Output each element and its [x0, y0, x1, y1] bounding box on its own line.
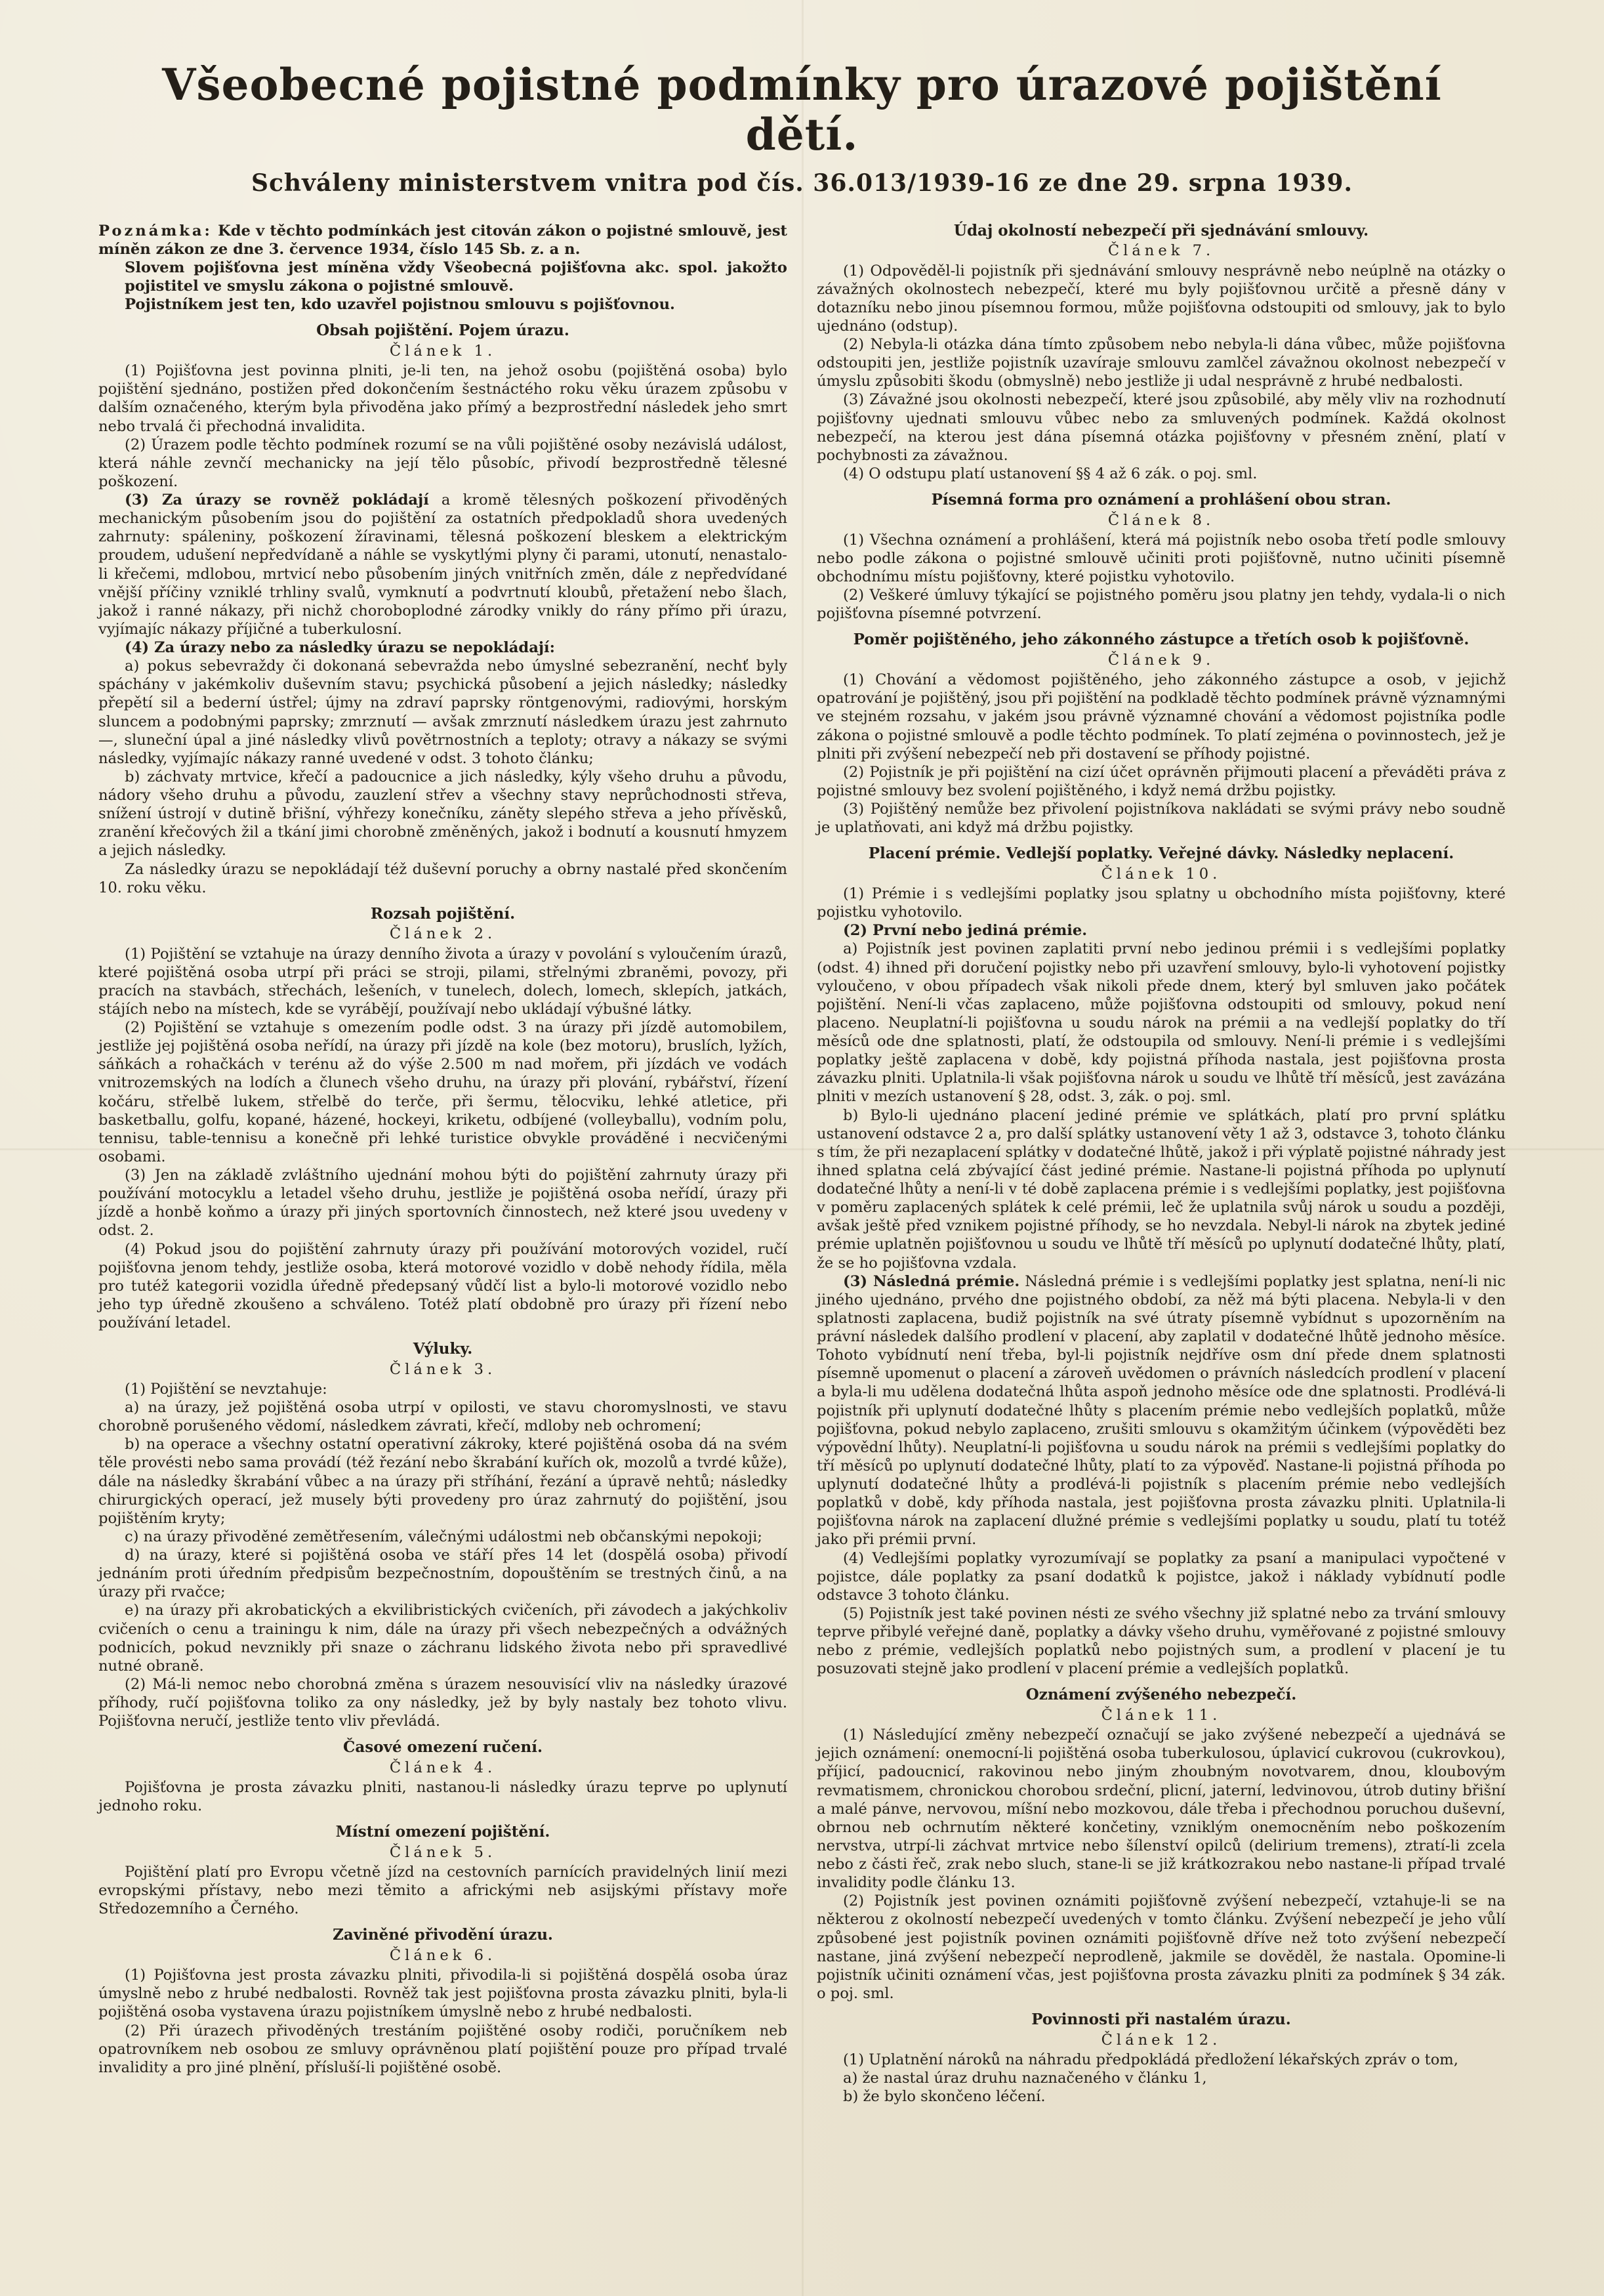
paragraph: Za následky úrazu se nepokládají též duševní poruchy a obrny nastalé před skončením 10. roku věku. — [98, 860, 787, 896]
paragraph: (1) Pojištění se nevztahuje: — [125, 1380, 327, 1398]
article-heading: Článek 3. — [389, 1360, 497, 1378]
paragraph: (2) Pojištění se vztahuje s omezením podle odst. 3 na úrazy při jízdě automobilem, jestliže jej pojištěná osoba neřídí, na úrazy při jízdě na kole (bez motoru), bruslích, lyžích, sáňkách a rohačkách v terénu až do výše 2.500 m nad mořem, při jízdách ve vodách vnitrozemských na lodích a člunech všeho druhu, na úrazy při plování, rybářství, řízení kočáru, střelbě lukem, střelbě do terče, při šermu, tělocviku, lehké atletice, při basketballu, golfu, kopané, házené, hockeyi, kriketu, odbíjené (volleyballu), vodním polu, tennisu, table-tennisu a konečně při lehké turistice obvykle prováděné i necvičenými osobami. — [98, 1019, 787, 1165]
article-heading: Článek 2. — [389, 925, 497, 943]
paragraph-lead: (3) Následná prémie. — [843, 1272, 1020, 1290]
paragraph: b) Bylo-li ujednáno placení jediné prémie ve splátkách, platí pro první splátku ustanovení odstavce 2 a, pro další splátky ustanovení věty 1 až 3, odstavce 3, tohoto článku s tím, že při nezaplacení splátky v dodatečné lhůtě, jakož i při výplatě pojistné náhrady jest ihned splatna celá zbývající část jediné prémie. Nastane-li pojistná příhoda po uplynutí dodatečné lhůty a není-li v té době zaplacena prémie i s vedlejšími poplatky, jest pojišťovna v poměru zaplacených splátek k celé prémii, leč že uplatnila svůj nárok u soudu a později, avšak ještě před vznikem pojistné příhody, se ho nevzdala. Nebyl-li nárok na zbytek jediné prémie uplatněn pojišťovnou u soudu ve lhůtě tří měsíců po uplynutí dodatečné lhůty, platí, že se ho pojišťovna vzdala. — [817, 1106, 1506, 1272]
paragraph: (2) Úrazem podle těchto podmínek rozumí se na vůli pojištěné osoby nezávislá událost, která náhle zevnčí mechanicky na její tělo působíc, přivodí bezprostředně tělesné poškození. — [98, 436, 787, 490]
paragraph: c) na úrazy přivoděné zemětřesením, válečnými událostmi neb občanskými nepokoji; — [125, 1528, 762, 1545]
paragraph: (2) Při úrazech přivoděných trestáním pojištěné osoby rodiči, poručníkem neb opatrovníkem neb osobou ze smluvy oprávněnou platí pojištění pouze pro případ trvalé invalidity a pro jiné plnění, přísluší-li pojištěné osobě. — [98, 2022, 787, 2076]
section-title: Povinnosti při nastalém úrazu. — [1031, 2011, 1291, 2029]
paragraph: a) Pojistník jest povinen zaplatiti první nebo jedinou prémii i s vedlejšími poplatky (odst. 4) ihned při doručení pojistky nebo při uzavření smlouvy, bylo-li vyhotovení pojistky vyloučeno, v obou případech však nikoli přede dnem, který byl smluven jako počátek pojištění. Není-li včas zaplaceno, může pojišťovna odstoupiti od smlouvy, pokud není placeno. Neuplatní-li pojišťovna u soudu nárok na prémii a na vedlejší poplatky do tří měsíců ode dne splatnosti, platí, že odstoupila od smlouvy. Není-li prémie i s vedlejšími poplatky ještě zaplacena v době, kdy pojistná příhoda nastala, jest pojišťovna prosta závazku plniti. Uplatnila-li však pojišťovna nárok u soudu ve lhůtě tří měsíců, jest zavázána plniti v mezích ustanovení § 28, odst. 3, zák. o poj. sml. — [817, 940, 1506, 1106]
note-paragraph-3: Pojistníkem jest ten, kdo uzavřel pojistnou smlouvu s pojišťovnou. — [125, 296, 675, 314]
paragraph: b) že bylo skončeno léčení. — [843, 2088, 1046, 2106]
paragraph: Pojišťovna je prosta závazku plniti, nastanou-li následky úrazu teprve po uplynutí jednoho roku. — [98, 1779, 787, 1815]
note-text: Kde v těchto podmínkách jest citován zákon o pojistné smlouvě, jest míněn zákon ze dne 3. července 1934, číslo 145 Sb. z. a n. — [98, 222, 787, 258]
paragraph: (2) Pojistník jest povinen oznámiti pojišťovně zvýšení nebezpečí, vztahuje-li se na některou z okolností nebezpečí uvedených v tomto článku. Zvýšení nebezpečí je jeho vůlí způsobené jest pojistník povinen oznámiti pojišťovně dříve než toto zvýšení nebezpečí nastane, jiná zvýšení nebezpečí neprodleně, jakmile se dověděl, že nastala. Opomine-li pojistník učiniti oznámení včas, jest pojišťovna prosta závazku plniti za podmínek § 34 zák. o poj. sml. — [817, 1892, 1506, 2002]
paragraph-lead: (3) Za úrazy se rovněž pokládají — [125, 491, 429, 509]
paragraph-heading: (4) Za úrazy nebo za následky úrazu se nepokládají: — [125, 639, 555, 657]
section-title: Obsah pojištění. Pojem úrazu. — [316, 322, 569, 340]
paragraph: (2) Nebyla-li otázka dána tímto způsobem nebo nebyla-li dána vůbec, může pojišťovna odstoupiti jen, jestliže pojistník uzavíraje smlouvu zamlčel závažnou okolnost nebezpečí v úmyslu způsobiti škodu (obmyslně) nebo jestliže ji udal nesprávně z hrubé nedbalosti. — [817, 336, 1506, 390]
paragraph: (1) Prémie i s vedlejšími poplatky jsou splatny u obchodního místa pojišťovny, které pojistku vyhotovilo. — [817, 885, 1506, 921]
paragraph: e) na úrazy při akrobatických a ekvilibristických cvičeních, při závodech a jakýchkoliv cvičeních o cenu a trainingu k nim, dále na úrazy při všech nebezpečných a odvážných podnicích, pokud nevznikly při snaze o záchranu lidského života nebo při spravedlivé nutné obraně. — [98, 1602, 787, 1675]
paragraph-text: Následná prémie i s vedlejšími poplatky jest splatna, není-li nic jiného ujednáno, prvého dne pojistného období, za něž má býti placena. Nebyla-li v den splatnosti zaplacena, budiž pojistník na své útraty písemně vybídnut s upozorněním na právní následek dalšího prodlení v placení, aby zaplatil v dodatečné lhůtě jednoho měsíce. Tohoto vybídnutí není třeba, byl-li pojistník nejdříve osm dní přede dnem splatnosti písemně upomenut o placení a zároveň uvědomen o právních následcích prodlení v placení a byla-li mu udělena dodatečná lhůta aspoň jednoho měsíce ode dne splatnosti. Prodlévá-li pojistník při uplynutí dodatečné lhůty s placením prémie nebo vedlejších poplatků, může pojišťovna, pokud nebylo zaplaceno, zrušiti smlouvu s okamžitým účinkem (výpověděti bez výpovědní lhůty). Neuplatní-li pojišťovna u soudu nárok na prémii s vedlejšími poplatky do tří měsíců po uplynutí dodatečné lhůty, platí to za výpověď. Nastane-li pojistná příhoda po uplynutí dodatečné lhůty a prodlévá-li pojistník s placením prémie nebo vedlejších poplatků v době, kdy příhoda nastala, jest pojišťovna prosta závazku plniti. Uplatnila-li pojišťovna nárok na zaplacení dlužné prémie s vedlejšími poplatky u soudu, platí tu totéž jako při prémii první. — [817, 1272, 1506, 1549]
paragraph: b) záchvaty mrtvice, křečí a padoucnice a jich následky, kýly všeho druhu a původu, nádory všeho druhu a původu, zauzlení střev a všechny stavy neprůchodnosti střeva, snížení ústrojí v dutině břišní, výhřezy konečníku, záněty slepého střeva a jeho přívěsků, zranění křečových žil a tkání jimi chorobně změněných, jakož i bodnutí a kousnutí hmyzem a jejich následky. — [98, 768, 787, 860]
paragraph — [98, 491, 787, 638]
article-heading: Článek 9. — [1107, 652, 1215, 669]
document-title: Všeobecné pojistné podmínky pro úrazové pojištění dětí. — [162, 59, 1442, 160]
paragraph: (1) Pojišťovna jest prosta závazku plniti, přivodila-li si pojištěná dospělá osoba úraz úmyslně nebo z hrubé nedbalosti. Rovněž tak jest pojišťovna prosta závazku plniti, byla-li pojištěná osoba vystavena úrazu pojistníkem úmyslně nebo z hrubé nedbalosti. — [98, 1967, 787, 2021]
paragraph-heading: (2) První nebo jediná prémie. — [843, 922, 1088, 940]
section-title: Výluky. — [413, 1340, 473, 1358]
article-heading: Článek 5. — [389, 1843, 497, 1861]
paragraph: (1) Chování a vědomost pojištěného, jeho zákonného zástupce a osob, v jejichž opatrování je pojištěný, jsou při pojištění na podkladě těchto podmínek právně významnými ve stejném rozsahu, v jakém jsou právně významné chování a vědomost pojistníka podle zákona o pojistné smlouvě a podle těchto podmínek. To platí zejména o povinnostech, jež je plniti při zvýšení nebezpečí neb při dostavení se příhody pojistné. — [817, 671, 1506, 762]
paragraph: (4) Pokud jsou do pojištění zahrnuty úrazy při používání motorových vozidel, ručí pojišťovna jenom tehdy, jestliže osoba, která motorové vozidlo v době nehody řídila, měla pro tutéž kategorii vozidla úředně předepsaný vůdčí list a bylo-li motorové vozidlo nebo jeho typ úředně zkoušeno a schváleno. Totéž platí obdobně pro úrazy při řízení nebo používání letadel. — [98, 1240, 787, 1332]
paragraph: (1) Odpověděl-li pojistník při sjednávání smlouvy nesprávně nebo neúplně na otázky o závažných okolnostech nebezpečí, které mu byly pojišťovnou určitě a přesně dány v dotazníku nebo jinou písemnou formou, může pojišťovna odstoupiti od smlouvy, jak to bylo ujednáno (odstup). — [817, 262, 1506, 335]
paragraph: (1) Pojištění se vztahuje na úrazy denního života a úrazy v povolání s vyloučením úrazů, které pojištěná osoba utrpí při práci se stroji, pilami, střelnými zbraněmi, povozy, při pracích na stavbách, střechách, lešeních, v tunelech, dolech, lomech, sklepích, jatkách, stájích nebo na místech, kde se vyrábějí, používají nebo ukládají výbušné látky. — [98, 945, 787, 1018]
article-heading: Článek 8. — [1107, 511, 1215, 529]
paragraph: (2) Veškeré úmluvy týkající se pojistného poměru jsou platny jen tehdy, vydala-li o nich pojišťovna písemné potvrzení. — [817, 587, 1506, 623]
article-heading: Článek 7. — [1107, 242, 1215, 260]
paragraph: (3) Jen na základě zvláštního ujednání mohou býti do pojištění zahrnuty úrazy při používání motocyklu a letadel všeho druhu, jestliže je pojištěná osoba neřídí, úrazy při jízdě a honbě koňmo a úrazy při jiných sportovních činnostech, než které jsou uvedeny v odst. 2. — [98, 1167, 787, 1240]
section-title: Oznámení zvýšeného nebezpečí. — [1025, 1686, 1297, 1704]
section-title: Údaj okolností nebezpečí při sjednávání smlouvy. — [953, 221, 1369, 240]
paragraph: d) na úrazy, které si pojištěná osoba ve stáří přes 14 let (dospělá osoba) přivodí jednáním proti úředním předpisům bezpečnostním, dopouštěním se trestných činů, a na úrazy při rvačce; — [98, 1547, 787, 1601]
paragraph: a) pokus sebevraždy či dokonaná sebevražda nebo úmyslné sebezranění, nechť byly spáchány v jakémkoliv duševním stavu; psychická působení a jejich následky; následky přepětí sil a bederní ústřel; újmy na zdraví paprsky röntgenovými, radiovými, horským sluncem a podobnými paprsky; zmrznutí — avšak zmrznutí následkem úrazu jest zahrnuto —, sluneční úpal a jiné následky vlivů povětrnostních a teploty; otravy a nákazy se svými následky, vyjímajíc nákazy ranné uvedené v odst. 3 tohoto článku; — [98, 657, 787, 767]
paragraph: b) na operace a všechny ostatní operativní zákroky, které pojištěná osoba dá na svém těle provésti nebo sama provádí (též řezání nebo škrabání kuřích ok, mozolů a tvrdé kůže), dále na následky škrabání vůbec a na úrazy při stříhání, řezání a úpravě nehtů; následky chirurgických operací, jež musely býti provedeny pro úraz zahrnutý do pojištění, jsou pojištěním kryty; — [98, 1436, 787, 1527]
article-heading: Článek 12. — [1101, 2031, 1222, 2049]
paragraph: (1) Všechna oznámení a prohlášení, která má pojistník nebo osoba třetí podle smlouvy nebo podle zákona o pojistné smlouvě učiniti proti pojišťovně, nutno učiniti písemně obchodnímu místu pojišťovny, které pojistku vyhotovilo. — [817, 531, 1506, 586]
paragraph: a) že nastal úraz druhu naznačeného v článku 1, — [843, 2069, 1207, 2087]
article-heading: Článek 10. — [1101, 865, 1222, 883]
section-title: Písemná forma pro oznámení a prohlášení obou stran. — [931, 491, 1391, 509]
paragraph: (4) O odstupu platí ustanovení §§ 4 až 6 zák. o poj. sml. — [843, 465, 1258, 482]
section-title: Placení prémie. Vedlejší poplatky. Veřejné dávky. Následky neplacení. — [868, 845, 1454, 863]
section-title: Zaviněné přivodění úrazu. — [333, 1926, 553, 1944]
right-column — [817, 222, 1506, 2106]
article-heading: Článek 4. — [389, 1759, 497, 1776]
section-title: Časové omezení ručení. — [343, 1738, 543, 1757]
paragraph-text: a kromě tělesných poškození přivoděných mechanickým působením jsou do pojištění za ostatních předpokladů shora uvedených zahrnuty: spáleniny, poškození žíravinami, tělesná poškození bleskem a elektrickým proudem, udušení nepředvídaně a náhle se vyskytlými plyny či parami, utonutí, nenastalo-li křečemi, mdlobou, mrtvicí nebo působením jiných vnitřních změn, dále z nepředvídané vnější příčiny vzniklé trhliny svalů, vymknutí a podvrtnutí kloubů, přetažení nebo šlach, jakož i ranné nákazy, při nichž choroboplodné zárodky vnikly do rány přímo při úrazu, vyjímajíc nákazy příjičné a tuberkulosní. — [98, 491, 788, 638]
article-heading: Článek 1. — [389, 343, 497, 360]
paragraph: (1) Následující změny nebezpečí označují se jako zvýšené nebezpečí a ujednává se jejich oznámení: onemocní-li pojištěná osoba tuberkulosou, úplavicí cukrovou (cukrovkou), příjicí, padoucnicí, rakovinou nebo jiným zhoubným novotvarem, dnou, kloubovým revmatismem, chronickou chorobou srdeční, plicní, jaterní, ledvinovou, útrob dutiny břišní a malé pánve, nervovou, míšní nebo mozkovou, dále třeba i přechodnou poruchou duševní, obrnou neb ochrnutím některé končetiny, vzniklým onemocněním nebo poškozením nervstva, utrpí-li záchvat mrtvice nebo šílenství opilců (delirium tremens), ztratí-li zcela nebo z části řeč, zrak nebo sluch, stane-li se již krátkozrakou nebo nastane-li případ trvalé invalidity podle článku 13. — [817, 1726, 1506, 1892]
article-heading: Článek 11. — [1101, 1707, 1222, 1724]
section-title: Místní omezení pojištění. — [335, 1823, 550, 1841]
document-subtitle: Schváleny ministerstvem vnitra pod čís. 36.013/1939-16 ze dne 29. srpna 1939. — [251, 169, 1353, 197]
note-label: Poznámka: — [98, 222, 213, 240]
paragraph: (4) Vedlejšími poplatky vyrozumívají se poplatky za psaní a manipulaci vypočtené v pojistce, dále poplatky za psaní dodatků k pojistce, jakož i náklady vybídnutí podle odstavce 3 tohoto článku. — [817, 1549, 1506, 1604]
article-heading: Článek 6. — [389, 1947, 497, 1965]
paragraph — [817, 1272, 1506, 1549]
paragraph: (3) Závažné jsou okolnosti nebezpečí, které jsou způsobilé, aby měly vliv na rozhodnutí pojišťovny ujednati smlouvu vůbec nebo za smluvených podmínek. Každá okolnost nebezpečí, na kterou jest dána písemná otázka pojišťovny v přesném znění, platí v pochybnosti za závažnou. — [817, 391, 1506, 464]
section-title: Poměr pojištěného, jeho zákonného zástupce a třetích osob k pojišťovně. — [853, 631, 1470, 649]
paragraph: (1) Uplatnění nároků na náhradu předpokládá předložení lékařských zpráv o tom, — [843, 2051, 1458, 2068]
paragraph: (5) Pojistník jest také povinen nésti ze svého všechny již splatné nebo za trvání smlouvy teprve přibylé veřejné daně, poplatky a dávky všeho druhu, vyměřované z pojistné smlouvy nebo z prémie, vedlejších poplatků nebo pojistných sum, a prodlení v placení je tu posuzovati stejně jako prodlení v placení prémie a vedlejších poplatků. — [817, 1604, 1506, 1678]
section-title: Rozsah pojištění. — [370, 904, 516, 923]
paragraph: a) na úrazy, jež pojištěná osoba utrpí v opilosti, ve stavu choromyslnosti, ve stavu chorobně porušeného vědomí, následkem závrati, křečí, mdloby neb ochromení; — [98, 1399, 787, 1435]
paragraph: (2) Má-li nemoc nebo chorobná změna s úrazem nesouvisící vliv na následky úrazové příhody, ručí pojišťovna toliko za ony následky, jež by byly nastaly bez tohoto vlivu. Pojišťovna neručí, jestliže tento vliv převládá. — [98, 1675, 787, 1730]
paragraph: Pojištění platí pro Evropu včetně jízd na cestovních parnících pravidelných linií mezi evropskými přístavy, nebo mezi těmito a africkými neb asijskými přístavy moře Středozemního a Černého. — [98, 1864, 787, 1918]
paragraph: (1) Pojišťovna jest povinna plniti, je-li ten, na jehož osobu (pojištěná osoba) bylo pojištění sjednáno, postižen před dokončením šestnáctého roku věku úrazem způsobu v dalším označeného, kterým byla přivoděna jako přímý a bezprostřední následek jeho smrt nebo trvalá či přechodná invalidita. — [98, 362, 787, 435]
left-column — [98, 222, 787, 2106]
paragraph: (3) Pojištěný nemůže bez přivolení pojistníkova nakládati se svými právy nebo soudně je uplatňovati, ani když má držbu pojistky. — [817, 801, 1506, 837]
paragraph: (2) Pojistník je při pojištění na cizí účet oprávněn přijmouti placení a převáděti práva z pojistné smlouvy bez svolení pojištěného, i když nemá držbu pojistky. — [817, 763, 1506, 799]
note-paragraph — [98, 222, 787, 259]
note-paragraph-2: Slovem pojišťovna jest míněna vždy Všeobecná pojišťovna akc. spol. jakožto pojistitel ve smyslu zákona o pojistné smlouvě. — [125, 259, 787, 295]
paper-fold-horizontal — [0, 1148, 1604, 1150]
